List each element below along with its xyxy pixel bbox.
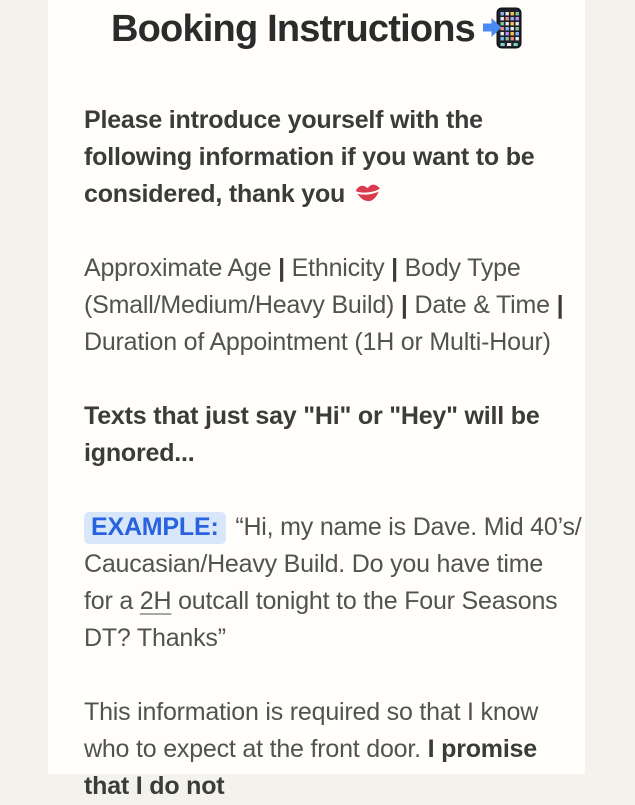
text-segment: following information if you want to be [84, 143, 535, 171]
text-segment: | [400, 291, 408, 319]
text-segment: Please introduce yourself with the [84, 106, 483, 134]
text-line [84, 287, 564, 324]
text-line [84, 509, 582, 546]
text-line [84, 435, 561, 472]
text-segment: who to expect at the front door. [84, 735, 428, 763]
text-line [84, 176, 561, 213]
text-segment: considered, thank you [84, 180, 346, 208]
text-line [84, 324, 561, 361]
text-segment: 2H [139, 587, 172, 615]
text-line [84, 583, 561, 620]
example-highlight: EXAMPLE: [84, 512, 226, 544]
page-title-text: Booking Instructions [110, 8, 475, 50]
text-segment: “Hi, my name is Dave. Mid 40’s/ [228, 513, 582, 541]
text-line [84, 731, 561, 768]
paragraph-example-message [84, 509, 582, 657]
text-segment: I promise [427, 735, 537, 763]
mobile-phone-with-arrow-icon [482, 7, 522, 49]
text-segment: ignored... [84, 439, 195, 467]
text-segment: This information is required so that I know [84, 698, 539, 726]
clipped-text-line [84, 768, 561, 800]
kiss-mark-icon [354, 179, 382, 205]
text-segment: Body Type [397, 254, 521, 282]
text-segment: that I do not [84, 772, 225, 800]
document-surface [48, 0, 585, 800]
text-segment: | [391, 254, 398, 282]
text-segment: for a [84, 587, 140, 615]
text-line [84, 102, 561, 139]
text-segment: (Small/Medium/Heavy Build) [84, 291, 401, 319]
text-segment: outcall tonight to the Four Seasons [171, 587, 558, 615]
text-segment: Approximate Age [84, 254, 279, 282]
text-line [84, 250, 561, 287]
paragraph-why-required [84, 694, 561, 800]
text-segment: | [278, 254, 285, 282]
text-segment: Date & Time [407, 291, 557, 319]
text-segment: | [556, 291, 564, 319]
text-segment: Caucasian/Heavy Build. Do you have time [84, 550, 544, 578]
text-segment: Duration of Appointment (1H or Multi-Hour) [84, 328, 551, 356]
text-line [84, 694, 561, 731]
text-segment: Texts that just say "Hi" or "Hey" will be [84, 402, 540, 430]
page-title [48, 0, 585, 54]
paragraph-ignored-warning [84, 398, 561, 472]
text-segment: DT? Thanks” [84, 624, 226, 652]
text-line [84, 620, 561, 657]
text-line [84, 139, 561, 176]
document-content [48, 102, 585, 800]
text-line [84, 546, 561, 583]
paragraph-required-info-format [84, 250, 564, 361]
paragraph-intro-request [84, 102, 561, 213]
text-segment: Ethnicity [284, 254, 392, 282]
text-line [84, 768, 561, 805]
text-line [84, 398, 561, 435]
